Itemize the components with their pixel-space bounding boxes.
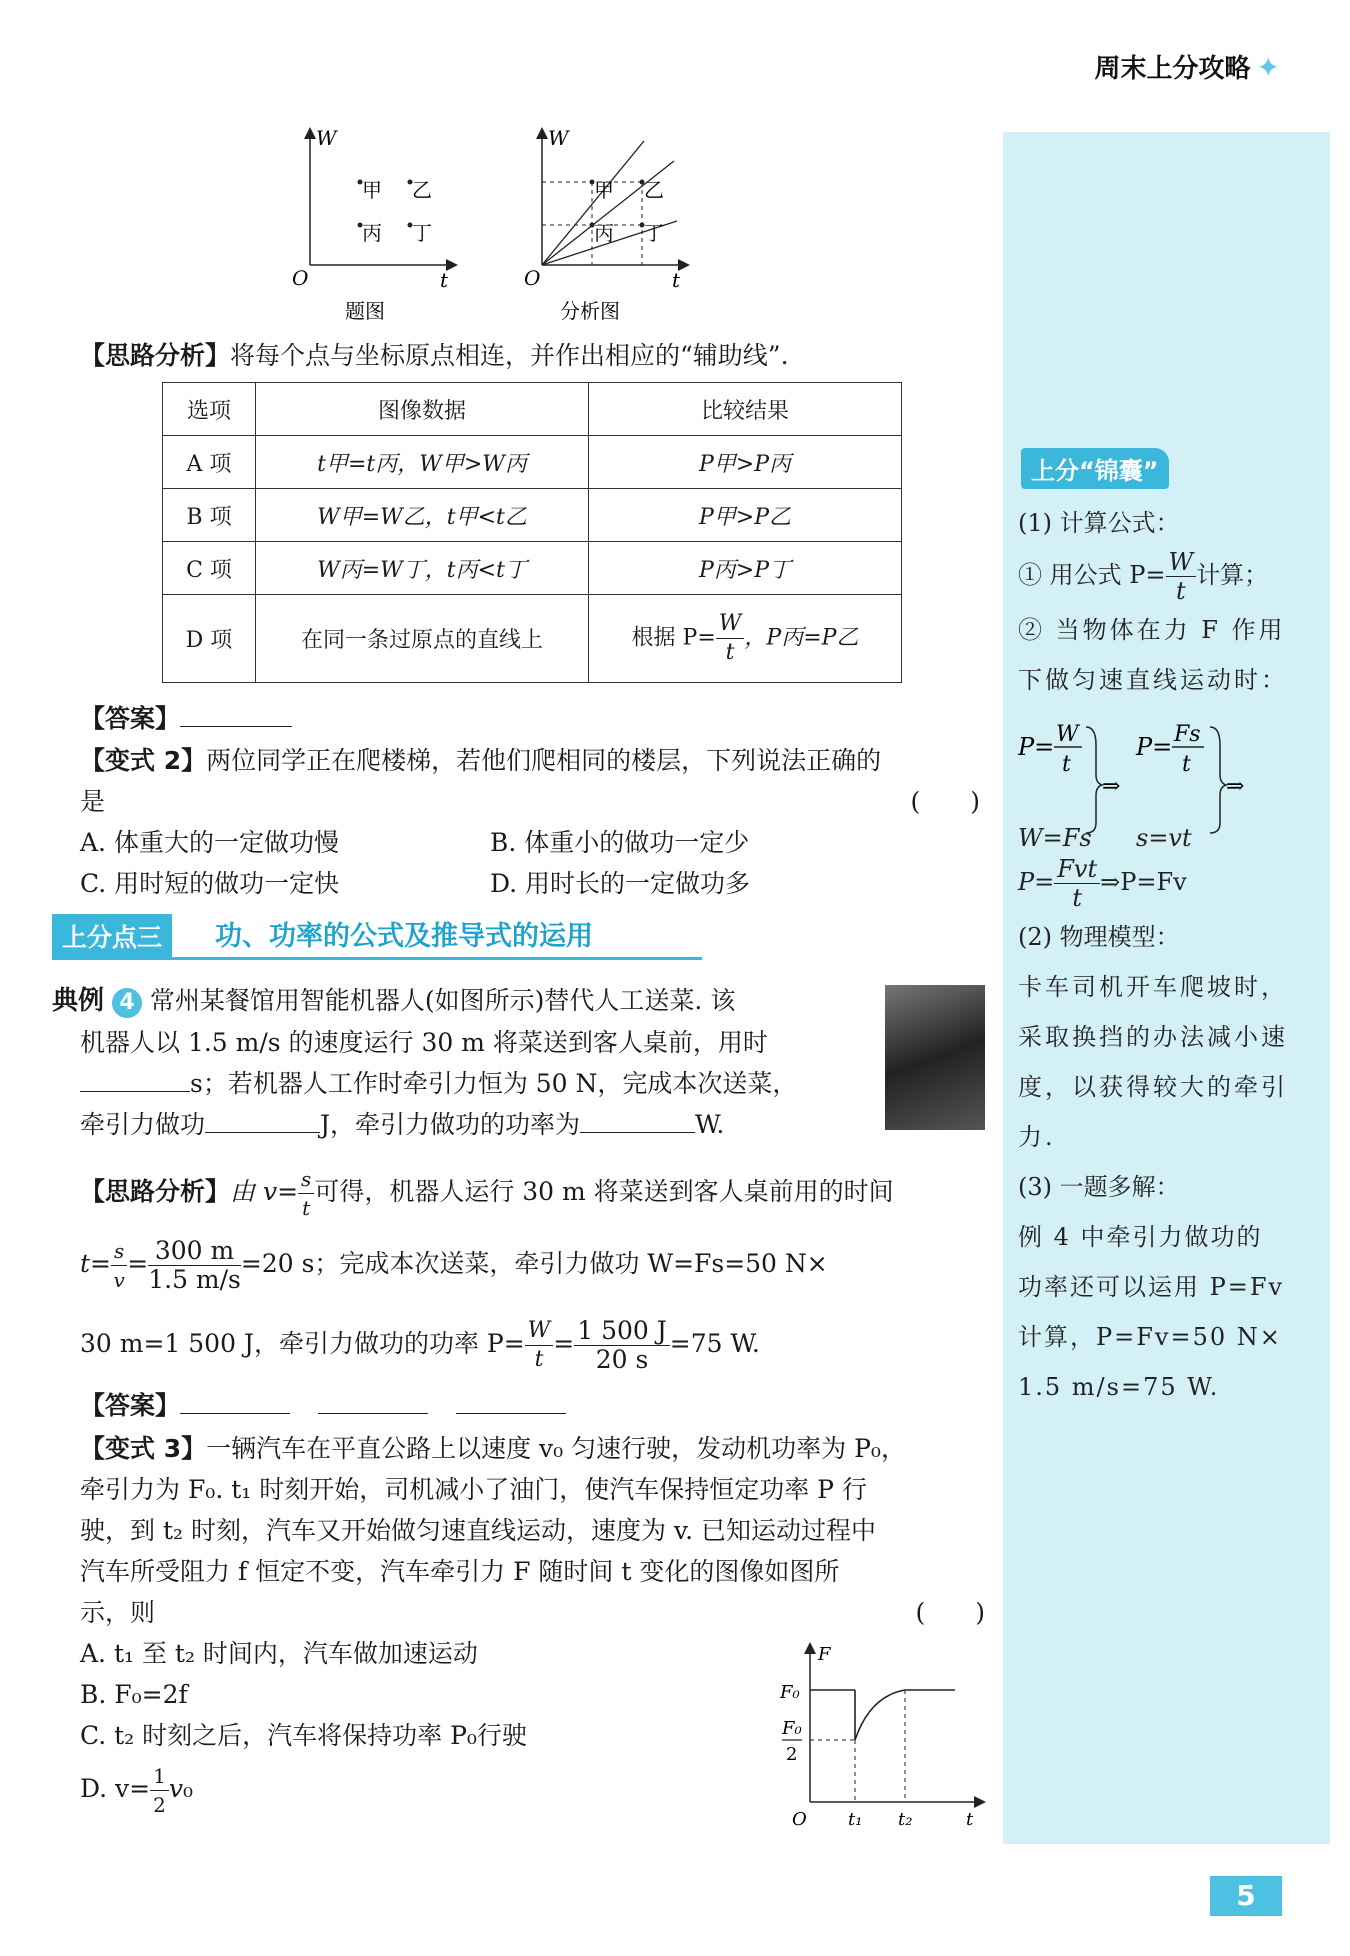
tip-1: (1) 计算公式： — [1018, 509, 1180, 537]
option-a[interactable]: A. t₁ 至 t₂ 时间内，汽车做加速运动 — [80, 1639, 478, 1668]
example-number: 4 — [112, 988, 142, 1018]
svg-text:t: t — [440, 268, 449, 292]
svg-text:题图: 题图 — [345, 299, 385, 323]
option-c[interactable]: C. 用时短的做功一定快 — [80, 869, 340, 898]
tip-3: (2) 物理模型： — [1018, 923, 1180, 951]
option-a[interactable]: A. 体重大的一定做功慢 — [80, 828, 339, 857]
work-blank[interactable] — [205, 1104, 320, 1133]
svg-text:F₀: F₀ — [780, 1682, 800, 1703]
header-title: 周末上分攻略 — [1094, 54, 1251, 84]
svg-text:丁: 丁 — [412, 221, 432, 245]
svg-text:P=: P= — [1018, 733, 1055, 761]
option-d[interactable]: D. v= $\frac{1}{2}$ v₀ — [80, 1764, 194, 1817]
svg-text:t: t — [672, 268, 681, 292]
tip-5: (3) 一题多解： — [1018, 1173, 1180, 1201]
svg-text:2: 2 — [786, 1744, 798, 1765]
svg-text:⇒: ⇒ — [1102, 774, 1121, 799]
svg-text:丙: 丙 — [594, 221, 614, 245]
tips-badge: 上分“锦囊” — [1021, 448, 1169, 489]
analysis-1: 【思路分析】将每个点与坐标原点相连，并作出相应的“辅助线”. — [80, 341, 789, 370]
table-row: D 项 在同一条过原点的直线上 根据 P= $\frac{W}{t}$ ，P丙=P乙 — [163, 595, 902, 683]
page-number: 5 — [1210, 1876, 1282, 1916]
table-row: A 项 t甲=t丙，W甲>W丙 P甲>P丙 — [163, 436, 902, 489]
power-blank[interactable] — [580, 1104, 695, 1133]
table-row: C 项 W丙=W丁，t丙<t丁 P丙>P丁 — [163, 542, 902, 595]
answer-blank[interactable] — [180, 698, 292, 727]
answer-blank-2[interactable] — [318, 1385, 428, 1414]
svg-text:P=: P= — [1136, 733, 1173, 761]
svg-text:丁: 丁 — [644, 221, 664, 245]
svg-text:W: W — [548, 126, 569, 150]
svg-text:⇒: ⇒ — [1226, 774, 1245, 799]
svg-text:乙: 乙 — [412, 178, 432, 202]
svg-text:O: O — [524, 266, 541, 290]
table-header: 选项 图像数据 比较结果 — [163, 383, 902, 436]
svg-text:O: O — [292, 266, 309, 290]
section-badge: 上分点三 — [52, 914, 172, 958]
tip-4: 卡车司机开车爬坡时，采取换挡的办法减小速度，以获得较大的牵引力. — [1018, 973, 1288, 1151]
answer-blank-1[interactable] — [180, 1385, 290, 1414]
svg-text:W: W — [1056, 722, 1079, 747]
example-4: 典例 4 常州某餐馆用智能机器人(如图所示)替代人工送菜. 该 机器人以 1.5 m/s 的速度运行 30 m 将菜送到客人桌前，用时 s；若机器人工作时牵引力恒为 50 N，完成本次送菜， 牵引力做功 J，牵引力做功的功率为 W. — [52, 986, 798, 1139]
tip-6: 例 4 中牵引力做功的功率还可以运用 P=Fv 计算，P=Fv=50 N× 1.5 m/s=75 W. — [1018, 1223, 1285, 1401]
option-b[interactable]: B. 体重小的做功一定少 — [490, 828, 750, 857]
analysis-2: 【思路分析】由 v= $\frac{s}{t}$ 可得，机器人运行 30 m 将菜送到客人桌前用的时间 t= $\frac{s}{v}$ = $\frac{300 m}{1.5 m/s}$ =20 s；完成本次送菜，牵引力做功 W=Fs=50 N× 30 m=1 500 J，牵引力做功的功率 P= $\frac{W}{t}$ = $\frac{1 500 J}{20 s}$ =75 W. — [80, 1167, 894, 1374]
tip-pfv: P= $\frac{\text{Fvt}}{t}$ ⇒P=Fv — [1018, 855, 1187, 912]
svg-text:t₂: t₂ — [898, 1809, 913, 1830]
svg-text:t: t — [966, 1809, 974, 1830]
answer-blank-3[interactable] — [456, 1385, 566, 1414]
sparkle-icon: ✦ — [1256, 51, 1280, 84]
svg-text:分析图: 分析图 — [560, 299, 620, 323]
tip-s-vt: s=vt — [1136, 824, 1192, 852]
svg-text:Fs: Fs — [1174, 722, 1201, 747]
tips-content — [1018, 498, 1288, 1412]
tip-w-fs: W=Fs — [1018, 824, 1092, 852]
svg-text:O: O — [792, 1809, 807, 1830]
section-underline — [52, 957, 702, 960]
option-c[interactable]: C. t₂ 时刻之后，汽车将保持功率 P₀行驶 — [80, 1721, 527, 1750]
svg-text:F₀: F₀ — [782, 1718, 802, 1739]
comparison-table — [162, 382, 902, 683]
running-header — [1095, 48, 1280, 85]
svg-text:乙: 乙 — [644, 178, 664, 202]
svg-text:甲: 甲 — [594, 178, 614, 202]
tip-formula: ① 用公式 P= $\frac{W}{t}$ 计算； — [1018, 548, 1269, 605]
table-row: B 项 W甲=W乙，t甲<t乙 P甲>P乙 — [163, 489, 902, 542]
answer-2: 【答案】 — [80, 1385, 566, 1426]
section-title: 功、功率的公式及推导式的运用 — [215, 921, 593, 952]
variant-3: 【变式 3】一辆汽车在平直公路上以速度 v₀ 匀速行驶，发动机功率为 P₀， 牵引力为 F₀. t₁ 时刻开始，司机减小了油门，使汽车保持恒定功率 P 行 驶，到 t₂ 时刻，汽车又开始做匀速直线运动，速度为 v. 已知运动过程中 汽车所受阻力 f 恒定不变，汽车牵引力 F 随时间 t 变化的图像如图所 示，则 ( ) A. t₁ 至 t₂ 时间内，汽车做加速运动 B. F₀=2f C. t₂ 时刻之后，汽车将保持功率 P₀行驶 D. v= $\frac{1}{2}$ v₀ — [80, 1434, 985, 1817]
graph-analysis — [524, 126, 684, 323]
graph-question — [292, 126, 452, 323]
svg-text:丙: 丙 — [362, 221, 382, 245]
svg-text:F: F — [818, 1644, 831, 1665]
svg-text:t₁: t₁ — [848, 1809, 863, 1830]
tip-derivation — [1018, 705, 1288, 855]
tip-2: ② 当物体在力 F 作用下做匀速直线运动时： — [1018, 616, 1288, 694]
force-time-graph — [770, 1640, 990, 1830]
question-graphs — [280, 125, 760, 330]
option-d[interactable]: D. 用时长的一定做功多 — [490, 869, 751, 898]
svg-text:t: t — [1182, 752, 1191, 777]
answer-1: 【答案】 — [80, 698, 292, 739]
option-b[interactable]: B. F₀=2f — [80, 1680, 188, 1709]
robot-photo — [885, 985, 985, 1130]
svg-text:W: W — [316, 126, 337, 150]
variant-2: 【变式 2】两位同学正在爬楼梯，若他们爬相同的楼层，下列说法正确的 是 ( ) A. 体重大的一定做功慢 B. 体重小的做功一定少 C. 用时短的做功一定快 D. 用时长的一定做功多 — [80, 740, 980, 904]
time-blank[interactable] — [80, 1063, 190, 1092]
svg-text:t: t — [1062, 752, 1071, 777]
svg-text:甲: 甲 — [362, 178, 382, 202]
